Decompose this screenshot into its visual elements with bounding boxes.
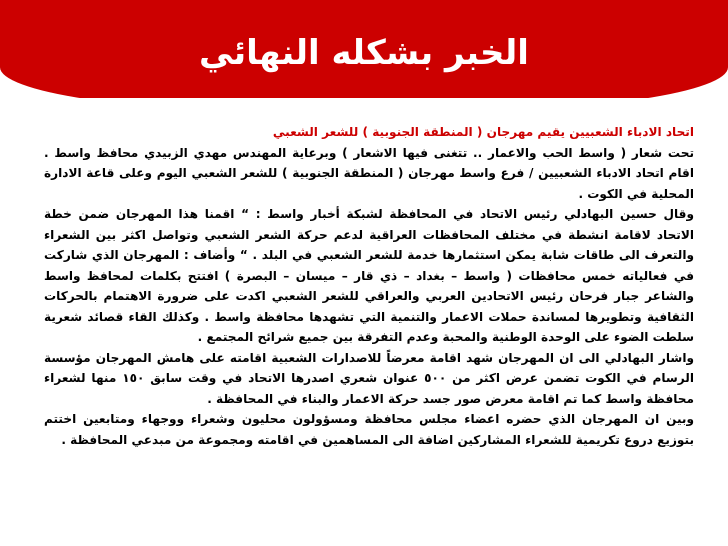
article-paragraph: وقال حسين البهادلي رئيس الاتحاد في المحافظة لشبكة أخبار واسط : “ اقمنا هذا المهرجان ضمن خطة الاتحاد لاقامة انشطة في مختلف المحافظات العراقية لدعم حركة الشعر الشعبي وتواصل اكثر بين الشعراء والتعرف الى طاقات شابة يمكن استثمارها خدمة للشعر الشعبي في البلد . “ وأضاف : المهرجان الذي شاركت في فعالياته خمس محافظات ( واسط – بغداد – ذي قار – ميسان – البصرة ) افتتح بكلمات لمحافظ واسط والشاعر جبار فرحان رئيس الاتحادين العربي والعراقي للشعر الشعبي اكدت على ضرورة الاهتمام بالحركات الثقافية وتطويرها لمساندة حملات الاعمار والتنمية التي تشهدها محافظة واسط . وكذلك القاء قصائد شعرية سلطت الضوء على الوحدة الوطنية والمحبة وعدم التفرقة بين جميع شرائح المجتمع . [44, 207, 694, 344]
article-paragraph: تحت شعار ( واسط الحب والاعمار .. تتغنى فيها الاشعار ) وبرعاية المهندس مهدي الزبيدي محافظ واسط . اقام اتحاد الادباء الشعبيين / فرع واسط مهرجان ( المنطقة الجنوبية ) للشعر الشعبي اليوم وعلى قاعة الادارة المحلية في الكوت . [44, 145, 694, 201]
slide-title: الخبر بشكله النهائي [199, 33, 529, 73]
article-paragraph: واشار البهادلي الى ان المهرجان شهد اقامة معرضاً للاصدارات الشعبية اقامته على هامش المهرجان مؤسسة الرسام في الكوت تضمن عرض اكثر من ٥٠٠ عنوان شعري اصدرها الاتحاد في وقت سابق ١٥٠ منها لشعراء محافظة واسط كما تم اقامة معرض صور جسد حركة الاعمار والبناء في المحافظة . [44, 350, 694, 406]
article-paragraph: وبين ان المهرجان الذي حضره اعضاء مجلس محافظة ومسؤولون محليون وشعراء ووجهاء ومتابعين اختتم بتوزيع دروع تكريمية للشعراء المشاركين اضافة الى المساهمين في اقامته ومجموعة من مبدعي المحافظة . [44, 412, 694, 447]
article-body [44, 122, 694, 534]
article-headline: اتحاد الادباء الشعبيين يقيم مهرجان ( المنطقة الجنوبية ) للشعر الشعبي [272, 125, 694, 139]
